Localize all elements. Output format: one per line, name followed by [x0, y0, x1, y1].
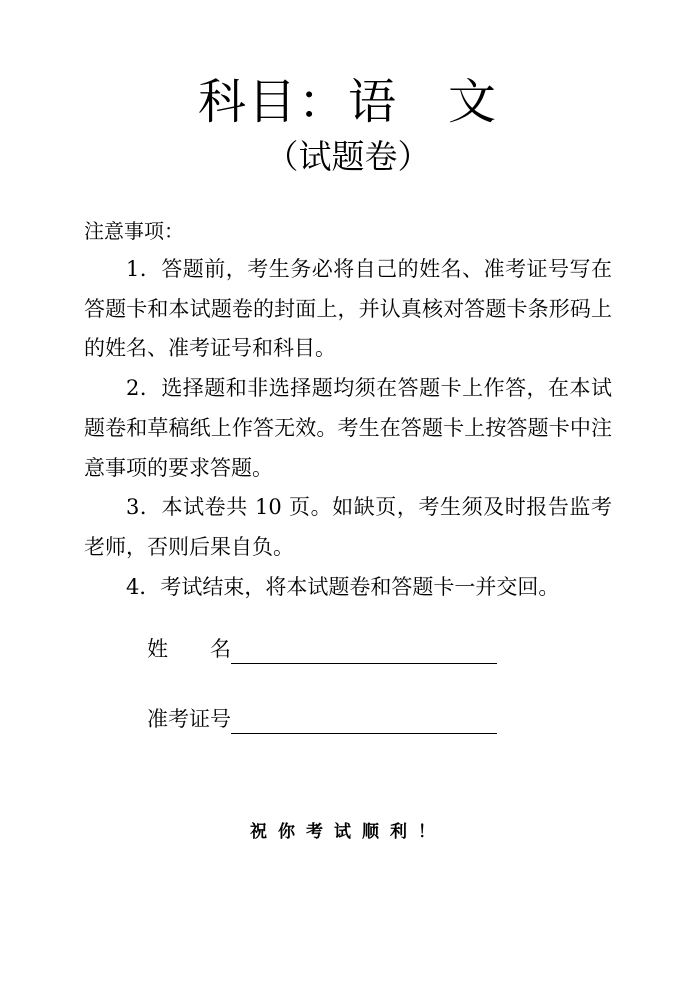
notice-item-1: 1．答题前，考生务必将自己的姓名、准考证号写在答题卡和本试题卷的封面上，并认真核对答题卡条形码上的姓名、准考证号和科目。	[84, 257, 612, 361]
exam-id-field-row	[147, 704, 497, 734]
exam-paper-subtitle: （试题卷）	[265, 137, 431, 176]
notice-item-2: 2．选择题和非选择题均须在答题卡上作答，在本试题卷和草稿纸上作答无效。考生在答题卡上按答题卡中注意事项的要求答题。	[84, 376, 612, 480]
exam-id-field-blank[interactable]	[231, 711, 497, 734]
closing-wish: 祝你考试顺利！	[250, 822, 446, 842]
notice-list	[84, 250, 612, 607]
name-field-blank[interactable]	[231, 641, 497, 664]
notice-item-3: 3．本试卷共 10 页。如缺页，考生须及时报告监考老师，否则后果自负。	[84, 495, 612, 559]
exam-id-field-label: 准考证号	[147, 707, 231, 731]
exam-subject-title: 科目：语 文	[197, 74, 498, 130]
notice-item-4: 4．考试结束，将本试题卷和答题卡一并交回。	[126, 574, 560, 599]
name-field-row	[147, 634, 497, 664]
name-field-label: 姓 名	[147, 637, 231, 661]
notice-heading: 注意事项：	[84, 219, 184, 243]
